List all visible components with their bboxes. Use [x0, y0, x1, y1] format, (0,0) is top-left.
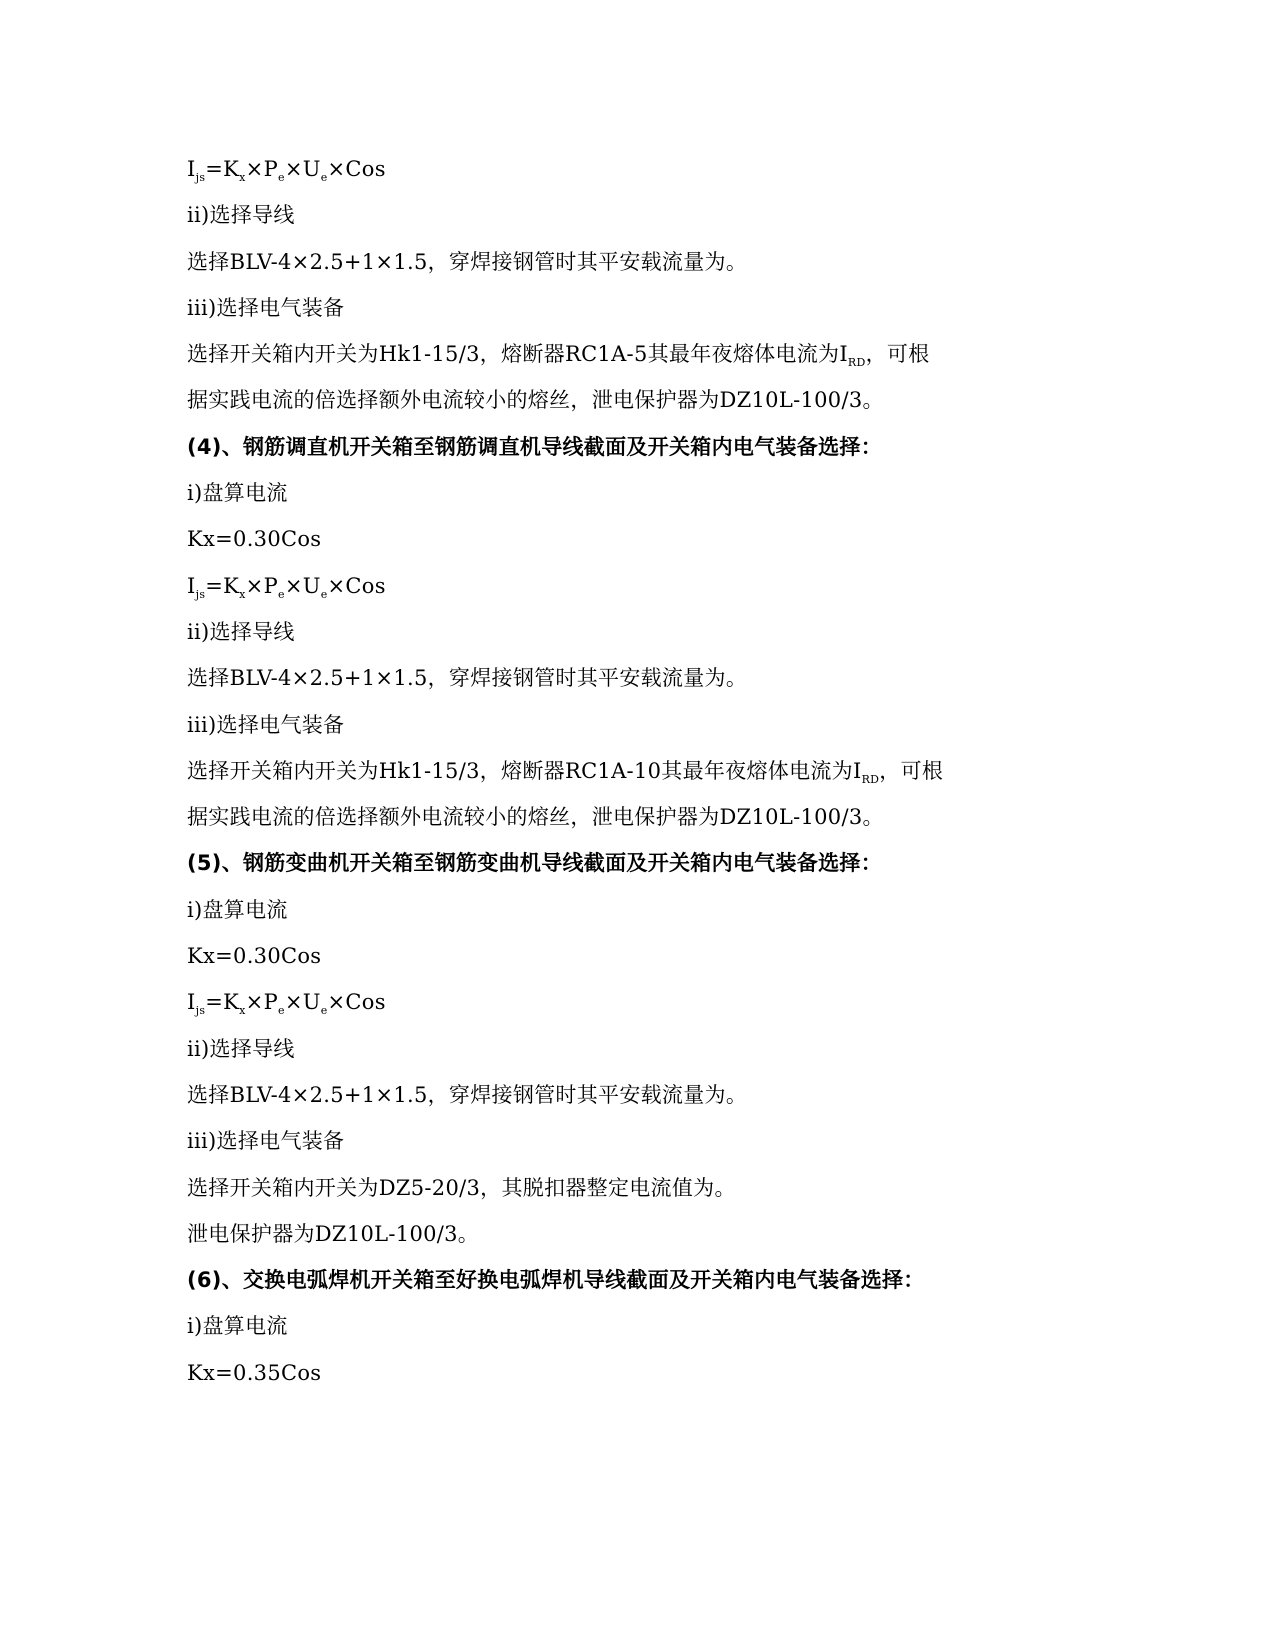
formula-term: I — [187, 573, 196, 598]
text-segment: ，可根 — [879, 758, 944, 783]
formula-subscript: e — [320, 171, 328, 184]
section-heading: (5)、钢筋变曲机开关箱至钢筋变曲机导线截面及开关箱内电气装备选择： — [187, 851, 883, 876]
text-line: i)盘算电流 — [187, 1314, 288, 1339]
formula-subscript: js — [195, 171, 206, 184]
formula-subscript: e — [278, 171, 285, 184]
subscript: RD — [861, 772, 880, 786]
formula-term: ×P — [245, 573, 278, 598]
text-line: 选择BLV-4×2.5+1×1.5，穿焊接钢管时其平安载流量为。 — [187, 249, 748, 274]
formula-term: =K — [205, 157, 240, 181]
section-heading: (6)、交换电弧焊机开关箱至好换电弧焊机导线截面及开关箱内电气装备选择： — [187, 1268, 925, 1293]
formula-term: =K — [205, 573, 240, 598]
formula-term: ×Cos — [327, 157, 386, 181]
formula-term: I — [187, 990, 196, 1015]
text-line: iii)选择电气装备 — [187, 295, 345, 320]
text-line: 选择BLV-4×2.5+1×1.5，穿焊接钢管时其平安载流量为。 — [187, 666, 748, 691]
text-line: iii)选择电气装备 — [187, 712, 345, 737]
formula-term: =K — [205, 990, 240, 1015]
formula-subscript: e — [320, 1004, 328, 1018]
text-line: 选择BLV-4×2.5+1×1.5，穿焊接钢管时其平安载流量为。 — [187, 1082, 748, 1107]
formula-subscript: js — [195, 587, 206, 601]
coefficient-line: Kx=0.30Cos — [187, 944, 322, 969]
formula-subscript: e — [278, 1004, 285, 1018]
formula-term: ×U — [284, 573, 321, 598]
formula-term: ×Cos — [327, 990, 386, 1015]
text-line — [187, 331, 1087, 377]
text-segment: 选择开关箱内开关为Hk1-15/3，熔断器RC1A-10其最年夜熔体电流为I — [187, 758, 862, 783]
formula-subscript: x — [239, 1004, 246, 1018]
formula-term: ×P — [245, 990, 278, 1015]
current-formula — [187, 979, 1087, 1025]
text-line: iii)选择电气装备 — [187, 1129, 345, 1154]
text-line — [187, 748, 1087, 794]
text-line: 泄电保护器为DZ10L-100/3。 — [187, 1221, 480, 1246]
text-segment: 选择开关箱内开关为Hk1-15/3，熔断器RC1A-5其最年夜熔体电流为I — [187, 342, 848, 367]
formula-term: ×U — [284, 157, 321, 181]
coefficient-line: Kx=0.30Cos — [187, 527, 322, 552]
formula-subscript: x — [239, 587, 246, 601]
text-segment: ，可根 — [865, 342, 930, 367]
text-line: ii)选择导线 — [187, 203, 295, 228]
section-heading: (4)、钢筋调直机开关箱至钢筋调直机导线截面及开关箱内电气装备选择： — [187, 434, 883, 459]
text-line: 据实践电流的倍选择额外电流较小的熔丝，泄电保护器为DZ10L-100/3。 — [187, 388, 884, 413]
text-line: ii)选择导线 — [187, 619, 295, 644]
document-body — [187, 146, 1087, 1396]
current-formula — [187, 146, 1087, 192]
formula-subscript: e — [278, 587, 285, 601]
formula-term: ×Cos — [327, 573, 386, 598]
text-line: i)盘算电流 — [187, 897, 288, 922]
formula-term: I — [187, 157, 196, 181]
coefficient-line: Kx=0.35Cos — [187, 1360, 322, 1385]
text-line: ii)选择导线 — [187, 1036, 295, 1061]
formula-term: ×P — [245, 157, 278, 181]
current-formula — [187, 563, 1087, 609]
subscript: RD — [847, 356, 866, 370]
formula-term: ×U — [284, 990, 321, 1015]
formula-subscript: x — [239, 171, 246, 184]
formula-subscript: js — [195, 1004, 206, 1018]
formula-subscript: e — [320, 587, 328, 601]
text-line: 选择开关箱内开关为DZ5-20/3，其脱扣器整定电流值为。 — [187, 1175, 736, 1200]
text-line: 据实践电流的倍选择额外电流较小的熔丝，泄电保护器为DZ10L-100/3。 — [187, 805, 884, 830]
text-line: i)盘算电流 — [187, 481, 288, 506]
